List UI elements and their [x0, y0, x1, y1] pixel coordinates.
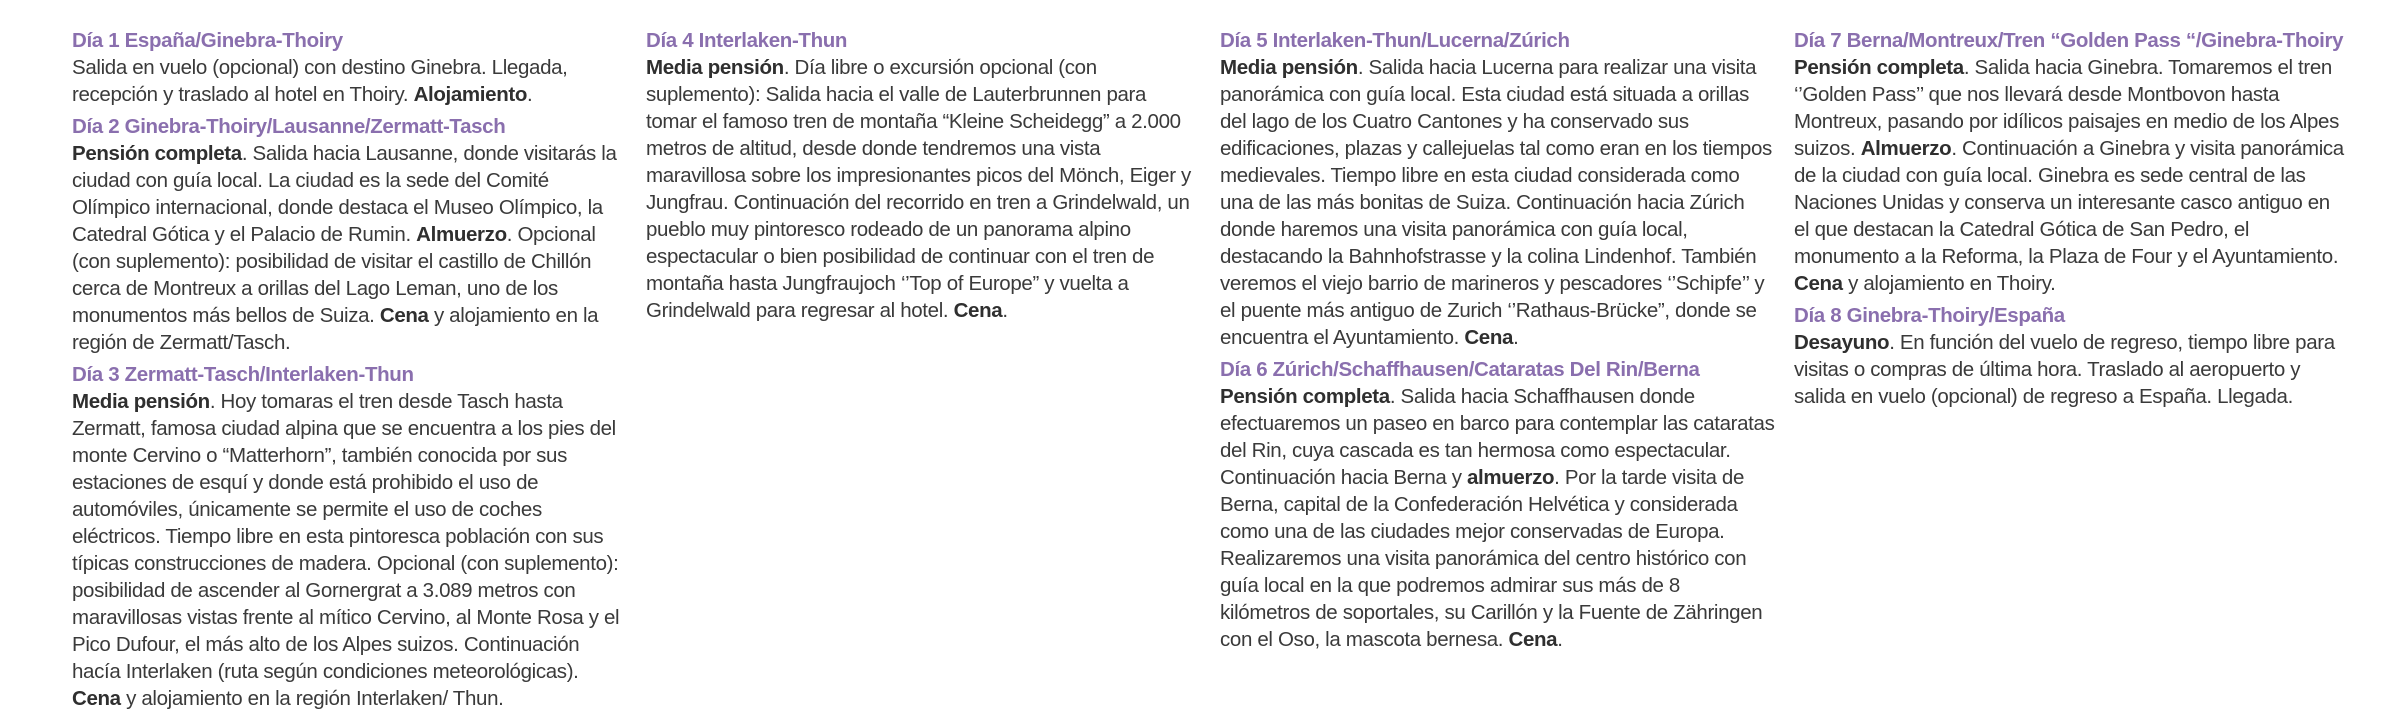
bold-term: Almuerzo — [416, 223, 507, 246]
day-title: Día 2 Ginebra-Thoiry/Lausanne/Zermatt-Tasch — [72, 115, 506, 138]
day-title: Día 3 Zermatt-Tasch/Interlaken-Thun — [72, 363, 414, 386]
itinerary-column-2 — [646, 27, 1201, 329]
bold-term: Alojamiento — [413, 83, 528, 106]
day-description: Desayuno. En función del vuelo de regreso, tiempo libre para visitas o compras de última hora. Traslado al aeropuerto y salida en vuelo (opcional) de regreso a España. Llegada. — [1794, 331, 2335, 408]
bold-term: Pensión completa — [1794, 56, 1964, 79]
day-description: Pensión completa. Salida hacia Schaffhausen donde efectuaremos un paseo en barco para contemplar las cataratas del Rin, cuya cascada es tan hermosa como espectacular. Continuación hacia Berna y almuerzo. Por la tarde visita de Berna, capital de la Confederación Helvética y considerada como una de las ciudades mejor conservadas de Europa. Realizaremos una visita panorámica del centro histórico con guía local en la que podremos admirar sus más de 8 kilómetros de soportales, su Carillón y la Fuente de Zähringen con el Oso, la mascota bernesa. Cena. — [1220, 385, 1775, 651]
bold-term: Media pensión — [72, 390, 210, 413]
day-1 — [72, 27, 627, 108]
day-description: Pensión completa. Salida hacia Lausanne, donde visitarás la ciudad con guía local. La ciudad es la sede del Comité Olímpico internacional, donde destaca el Museo Olímpico, la Catedral Gótica y el Palacio de Rumin. Almuerzo. Opcional (con suplemento): posibilidad de visitar el castillo de Chillón cerca de Montreux a orillas del Lago Leman, uno de los monumentos más bellos de Suiza. Cena y alojamiento en la región de Zermatt/Tasch. — [72, 142, 617, 354]
bold-term: Media pensión — [646, 56, 784, 79]
day-title: Día 7 Berna/Montreux/Tren “Golden Pass “/Ginebra-Thoiry — [1794, 29, 2344, 52]
bold-term: Cena — [1508, 628, 1558, 651]
day-5 — [1220, 27, 1775, 351]
day-3 — [72, 361, 627, 712]
bold-term: Media pensión — [1220, 56, 1358, 79]
day-description: Media pensión. Salida hacia Lucerna para realizar una visita panorámica con guía local. Esta ciudad está situada a orillas del lago de los Cuatro Cantones y ha conservado sus edificaciones, plazas y callejuelas tal como eran en los tiempos medievales. Tiempo libre en esta ciudad considerada como una de las más bonitas de Suiza. Continuación hacia Zúrich donde haremos una visita panorámica con guía local, destacando la Bahnhofstrasse y la colina Lindenhof. También veremos el viejo barrio de marineros y pescadores ‘’Schipfe’’ y el puente más antiguo de Zurich ‘’Rathaus-Brücke”, donde se encuentra el Ayuntamiento. Cena. — [1220, 56, 1772, 349]
day-description: Media pensión. Hoy tomaras el tren desde Tasch hasta Zermatt, famosa ciudad alpina que se encuentra a los pies del monte Cervino o “Matterhorn”, también conocida por sus estaciones de esquí y donde está prohibido el uso de automóviles, únicamente se permite el uso de coches eléctricos. Tiempo libre en esta pintoresca población con sus típicas construcciones de madera. Opcional (con suplemento): posibilidad de ascender al Gornergrat a 3.089 metros con maravillosas vistas frente al mítico Cervino, al Monte Rosa y el Pico Dufour, el más alto de los Alpes suizos. Continuación hacía Interlaken (ruta según condiciones meteorológicas). Cena y alojamiento en la región Interlaken/ Thun. — [72, 390, 620, 710]
itinerary-column-1 — [72, 27, 627, 717]
bold-term: Cena — [1794, 272, 1843, 295]
bold-term: Pensión completa — [72, 142, 242, 165]
day-description: Pensión completa. Salida hacia Ginebra. Tomaremos el tren ‘’Golden Pass’’ que nos llevará desde Montbovon hasta Montreux, pasando por idílicos paisajes en medio de los Alpes suizos. Almuerzo. Continuación a Ginebra y visita panorámica de la ciudad con guía local. Ginebra es sede central de las Naciones Unidas y conserva un interesante casco antiguo en el que destacan la Catedral Gótica de San Pedro, el monumento a la Reforma, la Plaza de Four y el Ayuntamiento. Cena y alojamiento en Thoiry. — [1794, 56, 2344, 295]
bold-term: Cena — [953, 299, 1003, 322]
bold-term: Pensión completa — [1220, 385, 1390, 408]
day-7 — [1794, 27, 2349, 297]
itinerary-column-3 — [1220, 27, 1775, 658]
day-description: Media pensión. Día libre o excursión opcional (con suplemento): Salida hacia el valle de Lauterbrunnen para tomar el famoso tren de montaña “Kleine Scheidegg” a 2.000 metros de altitud, desde donde tendremos una vista maravillosa sobre los impresionantes picos del Mönch, Eiger y Jungfrau. Continuación del recorrido en tren a Grindelwald, un pueblo muy pintoresco rodeado de un panorama alpino espectacular o bien posibilidad de continuar con el tren de montaña hasta Jungfraujoch ‘’Top of Europe” y vuelta a Grindelwald para regresar al hotel. Cena. — [646, 56, 1191, 322]
day-2 — [72, 113, 627, 356]
day-6 — [1220, 356, 1775, 653]
bold-term: Almuerzo — [1860, 137, 1952, 160]
bold-term: almuerzo — [1466, 466, 1555, 489]
day-title: Día 1 España/Ginebra-Thoiry — [72, 29, 343, 52]
day-title: Día 6 Zúrich/Schaffhausen/Cataratas Del Rin/Berna — [1220, 358, 1700, 381]
day-title: Día 4 Interlaken-Thun — [646, 29, 848, 52]
day-title: Día 8 Ginebra-Thoiry/España — [1794, 304, 2065, 327]
bold-term: Cena — [379, 304, 429, 327]
day-8 — [1794, 302, 2349, 410]
day-4 — [646, 27, 1201, 324]
day-description: Salida en vuelo (opcional) con destino Ginebra. Llegada, recepción y traslado al hotel en Thoiry. Alojamiento. — [72, 56, 568, 106]
bold-term: Cena — [72, 687, 121, 710]
itinerary-column-4 — [1794, 27, 2349, 415]
bold-term: Cena — [1464, 326, 1514, 349]
bold-term: Desayuno — [1794, 331, 1890, 354]
day-title: Día 5 Interlaken-Thun/Lucerna/Zúrich — [1220, 29, 1570, 52]
